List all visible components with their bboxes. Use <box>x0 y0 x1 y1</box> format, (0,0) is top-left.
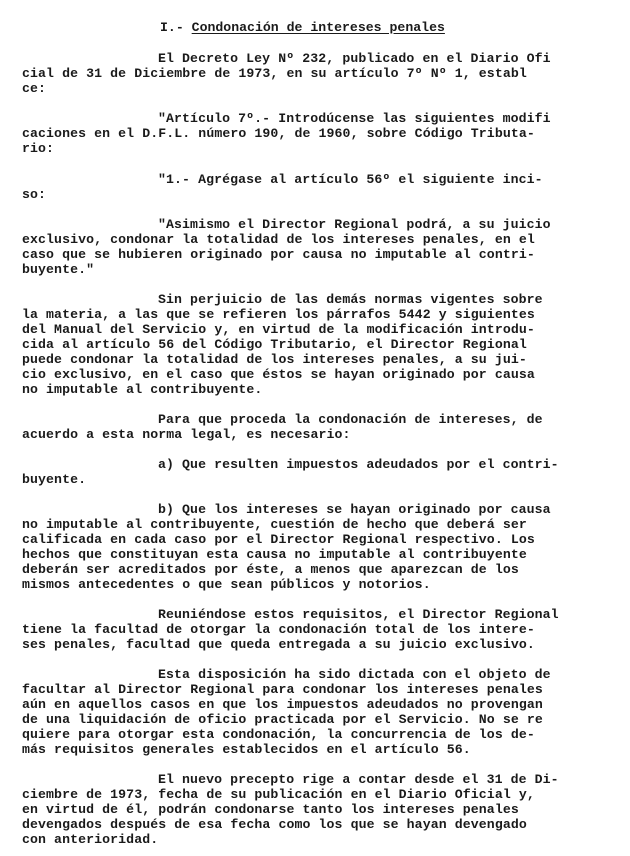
text-line: "Asimismo el Director Regional podrá, a su juicio <box>158 217 551 232</box>
text-line: ciembre de 1973, fecha de su publicación en el Diario Oficial y, <box>22 787 535 802</box>
text-line: "Artículo 7º.- Introdúcense las siguientes modifi <box>158 111 551 126</box>
text-line: ses penales, facultad que queda entregada a su juicio exclusivo. <box>22 637 535 652</box>
text-line: so: <box>22 187 47 202</box>
text-line: Sin perjuicio de las demás normas vigentes sobre <box>158 292 543 307</box>
text-line: exclusivo, condonar la totalidad de los intereses penales, en el <box>22 232 535 247</box>
text-line: devengados después de esa fecha como los que se hayan devengado <box>22 817 527 832</box>
text-line: rio: <box>22 141 55 156</box>
text-line: deberán ser acreditados por éste, a menos que aparezcan de los <box>22 562 519 577</box>
text-line: mismos antecedentes o que sean públicos y notorios. <box>22 577 431 592</box>
text-line: de una liquidación de oficio practicada por el Servicio. No se re <box>22 712 543 727</box>
text-line: Para que proceda la condonación de intereses, de <box>158 412 543 427</box>
text-line: cio exclusivo, en el caso que éstos se hayan originado por causa <box>22 367 535 382</box>
text-line: buyente. <box>22 472 87 487</box>
text-line: no imputable al contribuyente, cuestión de hecho que deberá ser <box>22 517 527 532</box>
text-line: acuerdo a esta norma legal, es necesario: <box>22 427 351 442</box>
text-line: cida al artículo 56 del Código Tributario, el Director Regional <box>22 337 527 352</box>
text-line: "1.- Agrégase al artículo 56º el siguiente inci- <box>158 172 543 187</box>
text-line: en virtud de él, podrán condonarse tanto los intereses penales <box>22 802 519 817</box>
text-line: del Manual del Servicio y, en virtud de la modificación introdu- <box>22 322 535 337</box>
title-prefix: I.- <box>160 20 192 35</box>
text-line: buyente." <box>22 262 95 277</box>
text-line: tiene la facultad de otorgar la condonación total de los intere- <box>22 622 535 637</box>
text-line: más requisitos generales establecidos en el artículo 56. <box>22 742 471 757</box>
text-line: caso que se hubieren originado por causa no imputable al contri- <box>22 247 535 262</box>
text-line: caciones en el D.F.L. número 190, de 1960, sobre Código Tributa- <box>22 126 535 141</box>
section-title <box>160 20 445 35</box>
text-line: a) Que resulten impuestos adeudados por el contri- <box>158 457 559 472</box>
text-line: El Decreto Ley Nº 232, publicado en el Diario Ofi <box>158 51 551 66</box>
text-line: ce: <box>22 81 47 96</box>
text-line: no imputable al contribuyente. <box>22 382 263 397</box>
text-line: puede condonar la totalidad de los intereses penales, a su jui- <box>22 352 527 367</box>
text-line: la materia, a las que se refieren los párrafos 5442 y siguientes <box>22 307 535 322</box>
text-line: calificada en cada caso por el Director Regional respectivo. Los <box>22 532 535 547</box>
text-line: facultar al Director Regional para condonar los intereses penales <box>22 682 543 697</box>
text-line: El nuevo precepto rige a contar desde el 31 de Di- <box>158 772 559 787</box>
text-line: cial de 31 de Diciembre de 1973, en su artículo 7º Nº 1, establ <box>22 66 527 81</box>
text-line: quiere para otorgar esta condonación, la concurrencia de los de- <box>22 727 535 742</box>
text-line: con anterioridad. <box>22 832 159 847</box>
text-line: aún en aquellos casos en que los impuestos adeudados no provengan <box>22 697 543 712</box>
text-line: Esta disposición ha sido dictada con el objeto de <box>158 667 551 682</box>
title-text: Condonación de intereses penales <box>191 20 445 35</box>
text-line: b) Que los intereses se hayan originado por causa <box>158 502 551 517</box>
text-line: hechos que constituyan esta causa no imputable al contribuyente <box>22 547 527 562</box>
text-line: Reuniéndose estos requisitos, el Director Regional <box>158 607 559 622</box>
